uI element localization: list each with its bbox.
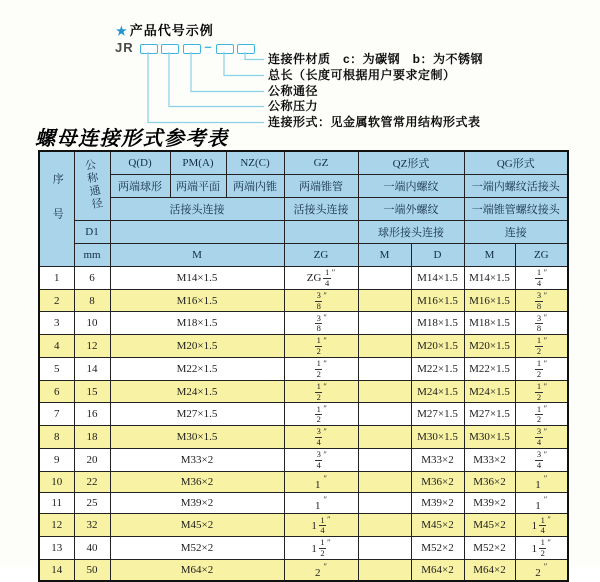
table-row [39, 380, 568, 403]
cell-qg-zg: 1 $\frac{1}{2}$ ″ [515, 537, 568, 560]
cell-qg-zg: $\frac{3}{8}$ ″ [515, 289, 568, 312]
header-qg-m: M [464, 244, 515, 267]
cell-dn: 18 [74, 426, 110, 449]
cell-qz-d: M39×2 [411, 493, 464, 514]
header-nzc-sub: 两端内锥 [226, 175, 284, 198]
cell-qz-m [358, 335, 411, 358]
cell-qz-d: M22×1.5 [411, 357, 464, 380]
cell-qz-m [358, 380, 411, 403]
table-row [39, 559, 568, 580]
code-label-material: 连接件材质 c：为碳钢 b：为不锈钢 [268, 52, 484, 66]
cell-qg-m: M20×1.5 [464, 335, 515, 358]
cell-qg-m: M18×1.5 [464, 312, 515, 335]
cell-qg-zg: 1″ [515, 493, 568, 514]
cell-gz-zg: $\frac{1}{2}$ ″ [284, 357, 358, 380]
cell-gz-zg: 1 $\frac{1}{4}$ ″ [284, 514, 358, 537]
cell-gz-zg: $\frac{3}{8}$ ″ [284, 312, 358, 335]
cell-qz-m [358, 514, 411, 537]
cell-m: M22×1.5 [110, 357, 284, 380]
cell-dn: 20 [74, 448, 110, 471]
cell-qg-m: M52×2 [464, 537, 515, 560]
cell-dn: 32 [74, 514, 110, 537]
cell-serial: 4 [39, 335, 74, 358]
cell-serial: 5 [39, 357, 74, 380]
cell-m: M52×2 [110, 537, 284, 560]
table-row [39, 426, 568, 449]
cell-qz-m [358, 448, 411, 471]
product-code-heading-text: 产品代号示例 [129, 23, 214, 38]
cell-qz-m [358, 267, 411, 290]
cell-qg-zg: $\frac{1}{2}$ ″ [515, 357, 568, 380]
cell-qz-d: M30×1.5 [411, 426, 464, 449]
cell-m: M33×2 [110, 448, 284, 471]
star-icon: ★ [116, 24, 128, 38]
cell-qg-zg: $\frac{3}{4}$ ″ [515, 448, 568, 471]
cell-qz-d: M27×1.5 [411, 403, 464, 426]
code-label-diameter: 公称通径 [268, 84, 319, 98]
code-box-4 [216, 44, 234, 54]
code-box-1 [140, 44, 158, 54]
cell-qz-m [358, 537, 411, 560]
cell-qg-zg: $\frac{1}{2}$ ″ [515, 335, 568, 358]
cell-m: M64×2 [110, 559, 284, 580]
header-qg-conn: 连接 [464, 221, 568, 244]
cell-m: M24×1.5 [110, 380, 284, 403]
cell-dn: 16 [74, 403, 110, 426]
cell-m: M18×1.5 [110, 312, 284, 335]
header-qd: Q(D) [110, 151, 170, 175]
cell-dn: 22 [74, 471, 110, 492]
header-d1: D1 [74, 221, 110, 244]
header-gz-union: 活接头连接 [284, 198, 358, 221]
empty-cell [110, 221, 284, 244]
table-row [39, 357, 568, 380]
cell-m: M39×2 [110, 493, 284, 514]
header-union-conn: 活接头连接 [110, 198, 284, 221]
cell-qz-m [358, 289, 411, 312]
cell-qg-zg: $\frac{1}{2}$ ″ [515, 403, 568, 426]
cell-dn: 6 [74, 267, 110, 290]
table-row [39, 403, 568, 426]
cell-serial: 6 [39, 380, 74, 403]
table-row [39, 267, 568, 290]
cell-dn: 8 [74, 289, 110, 312]
cell-m: M36×2 [110, 471, 284, 492]
cell-qg-m: M30×1.5 [464, 426, 515, 449]
code-label-length: 总长（长度可根据用户要求定制） [268, 68, 456, 82]
table-row [39, 537, 568, 560]
cell-serial: 14 [39, 559, 74, 580]
cell-serial: 2 [39, 289, 74, 312]
table-body [39, 267, 568, 581]
cell-gz-zg: $\frac{3}{4}$ ″ [284, 426, 358, 449]
cell-qg-m: M45×2 [464, 514, 515, 537]
cell-gz-zg: 1 $\frac{1}{2}$ ″ [284, 537, 358, 560]
cell-dn: 15 [74, 380, 110, 403]
header-pma-sub: 两端平面 [170, 175, 226, 198]
code-prefix: JR [115, 40, 134, 55]
code-dash: – [204, 39, 212, 54]
cell-dn: 25 [74, 493, 110, 514]
code-box-3 [183, 44, 201, 54]
cell-serial: 8 [39, 426, 74, 449]
table-row [39, 514, 568, 537]
header-qz-conn: 球形接头连接 [358, 221, 464, 244]
cell-qg-m: M24×1.5 [464, 380, 515, 403]
cell-serial: 1 [39, 267, 74, 290]
cell-qz-d: M20×1.5 [411, 335, 464, 358]
cell-serial: 7 [39, 403, 74, 426]
product-code-heading [116, 20, 214, 39]
cell-qz-m [358, 357, 411, 380]
header-qg-sub2: 一端锥管螺纹接头 [464, 198, 568, 221]
cell-gz-zg: $\frac{1}{2}$ ″ [284, 403, 358, 426]
table-header [39, 151, 568, 267]
cell-gz-zg: $\frac{3}{4}$ ″ [284, 448, 358, 471]
cell-qg-m: M36×2 [464, 471, 515, 492]
cell-dn: 10 [74, 312, 110, 335]
header-qg-sub1: 一端内螺纹活接头 [464, 175, 568, 198]
code-label-pressure: 公称压力 [268, 99, 319, 113]
cell-gz-zg: $\frac{1}{2}$ ″ [284, 335, 358, 358]
cell-serial: 3 [39, 312, 74, 335]
cell-m: M30×1.5 [110, 426, 284, 449]
header-qg-zg: ZG [515, 244, 568, 267]
cell-qz-d: M24×1.5 [411, 380, 464, 403]
cell-qg-m: M14×1.5 [464, 267, 515, 290]
header-gz-sub: 两端锥管 [284, 175, 358, 198]
cell-qz-d: M18×1.5 [411, 312, 464, 335]
header-qd-sub: 两端球形 [110, 175, 170, 198]
cell-qg-m: M39×2 [464, 493, 515, 514]
code-box-5 [237, 44, 255, 54]
cell-qz-d: M14×1.5 [411, 267, 464, 290]
table-row [39, 312, 568, 335]
header-mm: mm [74, 244, 110, 267]
cell-qz-m [358, 559, 411, 580]
cell-dn: 12 [74, 335, 110, 358]
header-pma: PM(A) [170, 151, 226, 175]
reference-table [38, 150, 569, 582]
cell-qg-zg: 1 $\frac{1}{4}$ ″ [515, 514, 568, 537]
header-qz-d: D [411, 244, 464, 267]
header-serial: 序号 [39, 151, 74, 267]
cell-gz-zg: 1″ [284, 493, 358, 514]
cell-qg-zg: 1″ [515, 471, 568, 492]
table-row [39, 493, 568, 514]
header-qg: QG形式 [464, 151, 568, 175]
cell-dn: 40 [74, 537, 110, 560]
cell-m: M16×1.5 [110, 289, 284, 312]
cell-qg-zg: $\frac{3}{4}$ ″ [515, 426, 568, 449]
cell-qz-m [358, 493, 411, 514]
cell-qz-m [358, 471, 411, 492]
cell-m: M27×1.5 [110, 403, 284, 426]
header-gz: GZ [284, 151, 358, 175]
cell-gz-zg: $\frac{1}{2}$ ″ [284, 380, 358, 403]
cell-qz-d: M64×2 [411, 559, 464, 580]
cell-serial: 13 [39, 537, 74, 560]
table-row [39, 335, 568, 358]
cell-qz-d: M45×2 [411, 514, 464, 537]
cell-serial: 9 [39, 448, 74, 471]
cell-gz-zg: ZG $\frac{1}{4}$ ″ [284, 267, 358, 290]
header-qz-sub1: 一端内螺纹 [358, 175, 464, 198]
cell-qz-d: M36×2 [411, 471, 464, 492]
header-nzc: NZ(C) [226, 151, 284, 175]
cell-qg-zg: $\frac{1}{2}$ ″ [515, 380, 568, 403]
page-title: 螺母连接形式参考表 [35, 128, 229, 150]
cell-m: M14×1.5 [110, 267, 284, 290]
cell-qz-d: M16×1.5 [411, 289, 464, 312]
cell-qg-m: M16×1.5 [464, 289, 515, 312]
cell-qg-zg: $\frac{3}{8}$ ″ [515, 312, 568, 335]
cell-gz-zg: $\frac{3}{8}$ ″ [284, 289, 358, 312]
cell-qg-m: M27×1.5 [464, 403, 515, 426]
cell-qz-m [358, 403, 411, 426]
cell-qz-m [358, 312, 411, 335]
cell-qz-d: M33×2 [411, 448, 464, 471]
cell-dn: 50 [74, 559, 110, 580]
header-nominal-diameter: 公称通径 [74, 151, 110, 221]
code-label-conn-type: 连接形式：见金属软管常用结构形式表 [268, 115, 481, 129]
cell-qg-m: M64×2 [464, 559, 515, 580]
header-qz-m: M [358, 244, 411, 267]
cell-qz-d: M52×2 [411, 537, 464, 560]
empty-cell [284, 221, 358, 244]
cell-serial: 10 [39, 471, 74, 492]
code-box-2 [161, 44, 179, 54]
table-row [39, 289, 568, 312]
table-row [39, 448, 568, 471]
cell-qg-m: M22×1.5 [464, 357, 515, 380]
cell-serial: 11 [39, 493, 74, 514]
cell-dn: 14 [74, 357, 110, 380]
header-gz-zg: ZG [284, 244, 358, 267]
cell-qz-m [358, 426, 411, 449]
cell-m: M20×1.5 [110, 335, 284, 358]
header-qz: QZ形式 [358, 151, 464, 175]
header-qz-sub2: 一端外螺纹 [358, 198, 464, 221]
cell-gz-zg: 1″ [284, 471, 358, 492]
cell-qg-zg: 2″ [515, 559, 568, 580]
header-m-span: M [110, 244, 284, 267]
cell-gz-zg: 2″ [284, 559, 358, 580]
table-row [39, 471, 568, 492]
cell-qg-zg: $\frac{1}{4}$ ″ [515, 267, 568, 290]
cell-qg-m: M33×2 [464, 448, 515, 471]
cell-m: M45×2 [110, 514, 284, 537]
cell-serial: 12 [39, 514, 74, 537]
